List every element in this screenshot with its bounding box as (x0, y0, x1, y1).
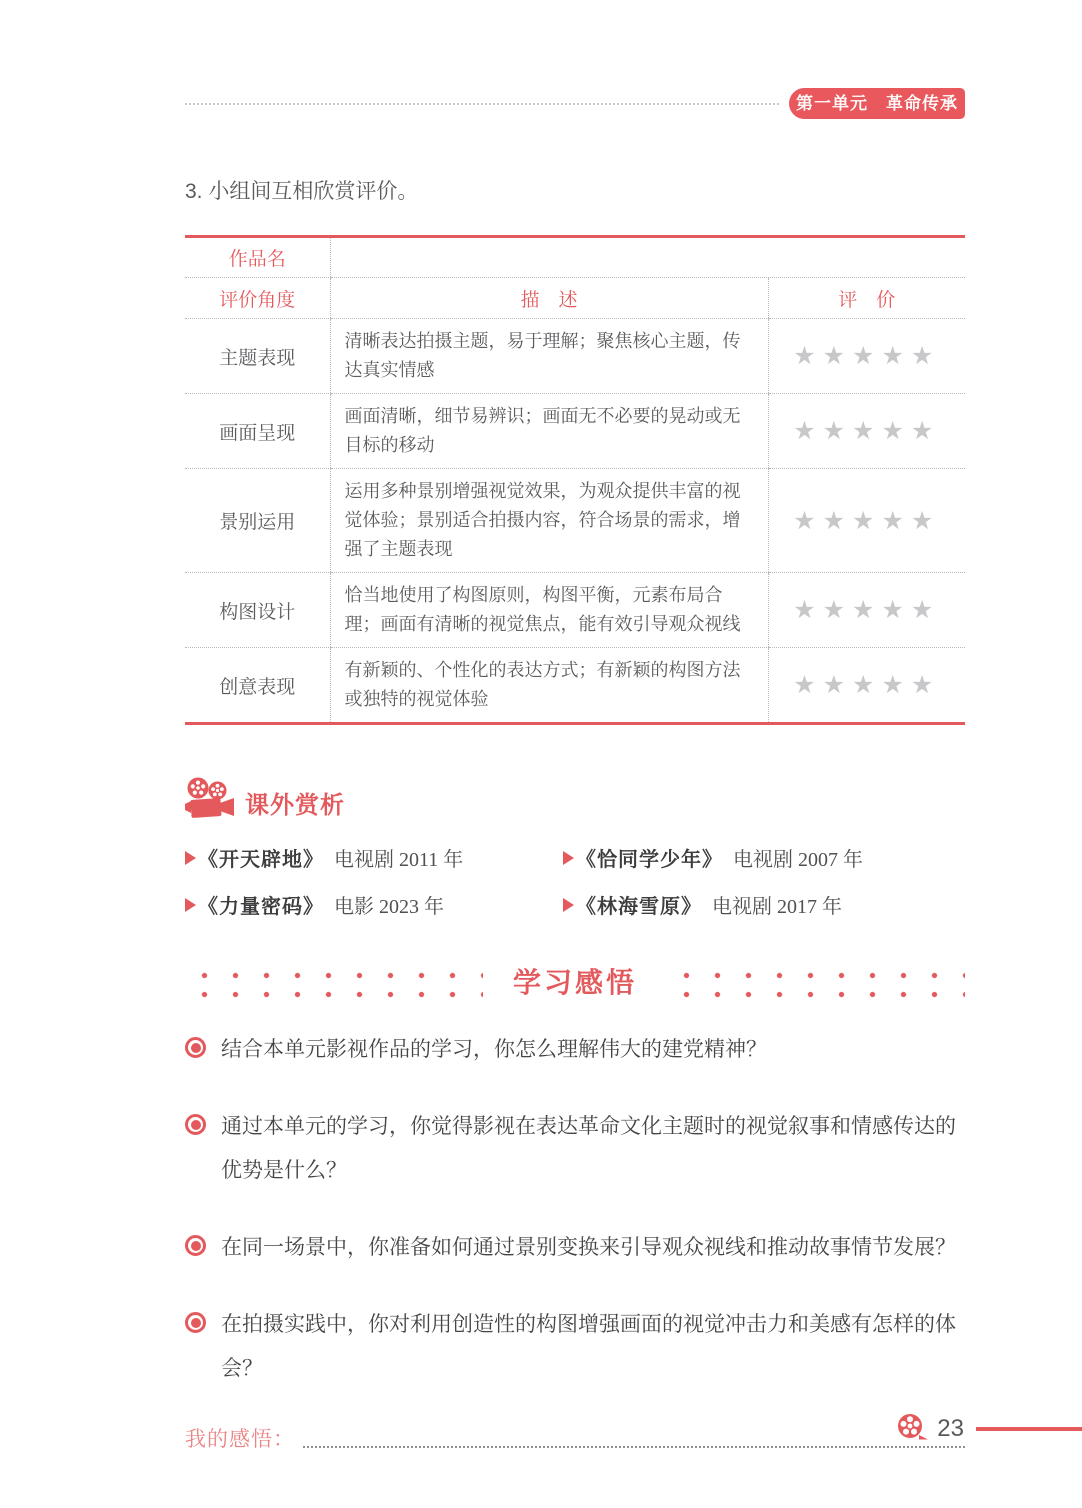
question-text: 结合本单元影视作品的学习，你怎么理解伟大的建党精神？ (221, 1037, 767, 1061)
rubric-table (185, 235, 965, 725)
film-meta: 电视剧 2007 年 (733, 849, 863, 871)
rating-stars: ★★★★★ (768, 319, 965, 394)
rating-stars: ★★★★★ (768, 573, 965, 648)
play-triangle-icon (185, 851, 196, 865)
column-header-rating: 评 价 (768, 278, 965, 319)
work-name-label: 作品名 (185, 237, 330, 278)
column-header-row (185, 278, 965, 319)
film-title: 《开天辟地》 (198, 849, 324, 871)
question-item (185, 1225, 965, 1269)
description-cell: 画面清晰，细节易辨识；画面无不必要的晃动或无目标的移动 (330, 394, 768, 469)
play-triangle-icon (563, 851, 574, 865)
list-item (185, 843, 563, 872)
dotted-ornament-right (667, 962, 965, 1000)
page-footer (895, 1412, 1082, 1446)
extracurricular-section-header (185, 777, 965, 827)
section-heading: 3. 小组间互相欣赏评价。 (185, 180, 419, 203)
question-list (185, 1027, 965, 1390)
my-reflection-label: 我的感悟： (185, 1427, 295, 1451)
header-dotted-line (185, 103, 779, 105)
film-meta: 电视剧 2017 年 (712, 896, 842, 918)
description-cell: 清晰表达拍摄主题，易于理解；聚焦核心主题，传达真实情感 (330, 319, 768, 394)
film-list (185, 843, 965, 919)
work-name-value-cell (330, 237, 965, 278)
table-row (185, 319, 965, 394)
angle-cell: 构图设计 (185, 573, 330, 648)
film-title: 《恰同学少年》 (576, 849, 723, 871)
work-name-row (185, 237, 965, 278)
table-row (185, 648, 965, 724)
description-cell: 有新颖的、个性化的表达方式；有新颖的构图方法或独特的视觉体验 (330, 648, 768, 724)
list-item (563, 890, 965, 919)
column-header-angle: 评价角度 (185, 278, 330, 319)
film-projector-icon (185, 777, 235, 827)
ring-bullet-icon (185, 1312, 206, 1333)
question-item (185, 1027, 965, 1071)
column-header-description: 描 述 (330, 278, 768, 319)
play-triangle-icon (563, 898, 574, 912)
angle-cell: 景别运用 (185, 469, 330, 573)
film-title: 《林海雪原》 (576, 896, 702, 918)
extracurricular-title: 课外赏析 (245, 791, 345, 819)
play-triangle-icon (185, 898, 196, 912)
question-text: 通过本单元的学习，你觉得影视在表达革命文化主题时的视觉叙事和情感传达的优势是什么？ (221, 1114, 956, 1182)
description-cell: 运用多种景别增强视觉效果，为观众提供丰富的视觉体验；景别适合拍摄内容，符合场景的需求，增强了主题表现 (330, 469, 768, 573)
film-title: 《力量密码》 (198, 896, 324, 918)
list-item (563, 843, 965, 872)
list-item (185, 890, 563, 919)
question-item (185, 1104, 965, 1192)
film-meta: 电视剧 2011 年 (334, 849, 464, 871)
rating-stars: ★★★★★ (768, 469, 965, 573)
ring-bullet-icon (185, 1037, 206, 1058)
table-row (185, 573, 965, 648)
ring-bullet-icon (185, 1114, 206, 1135)
unit-badge: 第一单元 革命传承 (789, 88, 965, 119)
angle-cell: 画面呈现 (185, 394, 330, 469)
question-item (185, 1302, 965, 1390)
question-text: 在拍摄实践中，你对利用创造性的构图增强画面的视觉冲击力和美感有怎样的体会？ (221, 1312, 956, 1380)
rating-stars: ★★★★★ (768, 648, 965, 724)
table-row (185, 469, 965, 573)
reflection-title: 学习感悟 (513, 967, 638, 998)
table-row (185, 394, 965, 469)
reflection-fill-line (303, 1446, 965, 1448)
question-text: 在同一场景中，你准备如何通过景别变换来引导观众视线和推动故事情节发展？ (221, 1235, 956, 1259)
my-reflection-row (185, 1423, 965, 1453)
dotted-ornament-left (185, 962, 483, 1000)
reflection-banner (185, 961, 965, 1001)
film-reel-icon (895, 1412, 929, 1446)
ring-bullet-icon (185, 1235, 206, 1256)
rating-stars: ★★★★★ (768, 394, 965, 469)
page-number: 23 (937, 1415, 964, 1442)
film-meta: 电影 2023 年 (334, 896, 444, 918)
angle-cell: 创意表现 (185, 648, 330, 724)
description-cell: 恰当地使用了构图原则，构图平衡，元素布局合理；画面有清晰的视觉焦点，能有效引导观众视线 (330, 573, 768, 648)
footer-rule (976, 1427, 1082, 1431)
page-header (185, 0, 1082, 119)
angle-cell: 主题表现 (185, 319, 330, 394)
